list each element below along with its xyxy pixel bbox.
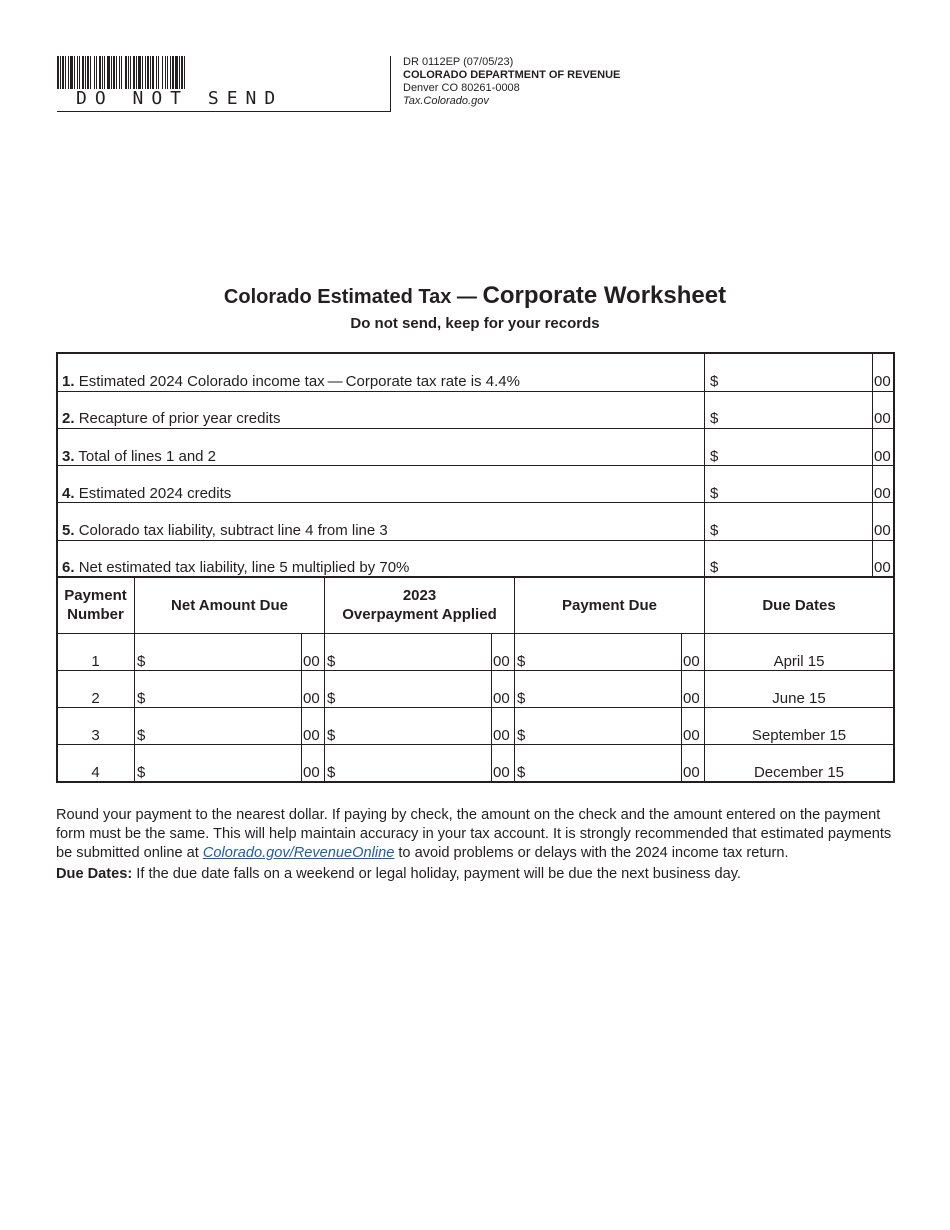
due-date: June 15 (772, 690, 826, 707)
line-4-cents: 00 (874, 485, 891, 502)
line-number: 3. (62, 448, 75, 465)
line-3-dollar: $ (710, 448, 719, 465)
line-5-label (62, 522, 388, 540)
line-number: 4. (62, 485, 75, 502)
line-4-dollar: $ (710, 485, 719, 502)
due-date: April 15 (773, 653, 825, 670)
row-divider (57, 428, 893, 429)
net-amount-dollar: $ (137, 764, 146, 781)
header-overpayment-line1: 2023 (402, 587, 437, 604)
overpayment-dollar: $ (327, 690, 336, 707)
overpayment-dollar: $ (327, 764, 336, 781)
net-amount-cents: 00 (303, 764, 320, 781)
line-number: 2. (62, 410, 75, 427)
overpayment-dollar: $ (327, 653, 336, 670)
amount-column-line (704, 352, 705, 782)
department-name: COLORADO DEPARTMENT OF REVENUE (403, 69, 621, 81)
line-6-cents: 00 (874, 559, 891, 576)
line-5-cents: 00 (874, 522, 891, 539)
page-title (0, 282, 950, 310)
line-2-cents: 00 (874, 410, 891, 427)
table-right-border (893, 352, 895, 783)
line-2-dollar: $ (710, 410, 719, 427)
header-overpayment-line2: Overpayment Applied (342, 606, 497, 623)
line-1-label (62, 373, 520, 391)
payment-due-dollar: $ (517, 727, 526, 744)
line-number: 6. (62, 559, 75, 576)
header-divider (390, 56, 391, 112)
due-date: September 15 (751, 727, 847, 744)
payment-number: 3 (91, 727, 100, 744)
header-rule (57, 111, 391, 112)
table-left-border (56, 352, 58, 783)
header-payment-number (57, 586, 134, 624)
line-4-label (62, 485, 231, 503)
payment-due-dollar: $ (517, 690, 526, 707)
payment-number: 1 (91, 653, 100, 670)
line-text: Total of lines 1 and 2 (78, 448, 217, 465)
row-divider (57, 540, 893, 541)
net-amount-cents: 00 (303, 727, 320, 744)
row-divider (57, 391, 893, 392)
overpayment-cents: 00 (493, 764, 510, 781)
line-3-label (62, 448, 216, 466)
title-part2: Corporate Worksheet (482, 282, 727, 309)
net-amount-cents: 00 (303, 690, 320, 707)
cents-column-line (872, 352, 873, 577)
table-top-border (56, 352, 895, 354)
line-6-dollar: $ (710, 559, 719, 576)
payment-due-dollar: $ (517, 764, 526, 781)
overpayment-cents: 00 (493, 653, 510, 670)
line-6-label (62, 559, 409, 577)
department-address: Denver CO 80261-0008 (403, 82, 520, 94)
agency-block (403, 56, 620, 108)
page-subtitle: Do not send, keep for your records (350, 315, 600, 332)
header-payment-number-line1: Payment (64, 587, 127, 604)
header-net-amount-due: Net Amount Due (171, 597, 288, 614)
do-not-send-stamp: DO NOT SEND (76, 88, 284, 109)
header-payment-due: Payment Due (561, 597, 658, 614)
header-payment-number-line2: Number (67, 606, 124, 623)
payment-due-cents: 00 (683, 690, 700, 707)
payment-number: 4 (91, 764, 100, 781)
instructions-text: Round your payment to the nearest dollar. If paying by check, the amount on the check and the amount entered on the payment form must be the same. This will help maintain accuracy in your tax account. It is strongly recommended that estimated payments be submitted online at (56, 807, 892, 861)
net-amount-dollar: $ (137, 727, 146, 744)
overpayment-cents: 00 (493, 727, 510, 744)
line-2-label (62, 410, 280, 428)
title-part1: Colorado Estimated Tax — (223, 286, 483, 308)
payment-due-cents: 00 (683, 764, 700, 781)
payment-due-dollar: $ (517, 653, 526, 670)
net-amount-dollar: $ (137, 690, 146, 707)
line-text: Net estimated tax liability, line 5 multiplied by 70% (78, 559, 410, 576)
header-divider (57, 633, 893, 634)
revenue-online-link[interactable]: Colorado.gov/RevenueOnline (202, 845, 395, 861)
net-amount-cents: 00 (303, 653, 320, 670)
line-1-cents: 00 (874, 373, 891, 390)
overpayment-cents: 00 (493, 690, 510, 707)
line-1-dollar: $ (710, 373, 719, 390)
due-date: December 15 (753, 764, 845, 781)
line-text: Estimated 2024 Colorado income tax — Corporate tax rate is 4.4% (78, 373, 520, 390)
line-number: 5. (62, 522, 75, 539)
line-text: Estimated 2024 credits (78, 485, 232, 502)
overpayment-dollar: $ (327, 727, 336, 744)
due-dates-note (56, 865, 901, 884)
department-website: Tax.Colorado.gov (403, 95, 489, 107)
instructions-paragraph (56, 806, 901, 863)
net-amount-dollar: $ (137, 653, 146, 670)
payment-number: 2 (91, 690, 100, 707)
due-dates-text: If the due date falls on a weekend or legal holiday, payment will be due the next business day. (132, 866, 741, 882)
form-number: DR 0112EP (07/05/23) (403, 56, 514, 68)
line-text: Colorado tax liability, subtract line 4 from line 3 (78, 522, 388, 539)
payment-due-cents: 00 (683, 727, 700, 744)
barcode-image (57, 56, 279, 89)
line-3-cents: 00 (874, 448, 891, 465)
header-due-dates: Due Dates (762, 597, 836, 614)
line-text: Recapture of prior year credits (78, 410, 281, 427)
header-overpayment-applied (325, 586, 514, 624)
instructions-text-end: to avoid problems or delays with the 2024 income tax return. (394, 845, 789, 861)
line-number: 1. (62, 373, 75, 390)
payment-due-cents: 00 (683, 653, 700, 670)
due-dates-label: Due Dates: (56, 866, 133, 882)
line-5-dollar: $ (710, 522, 719, 539)
